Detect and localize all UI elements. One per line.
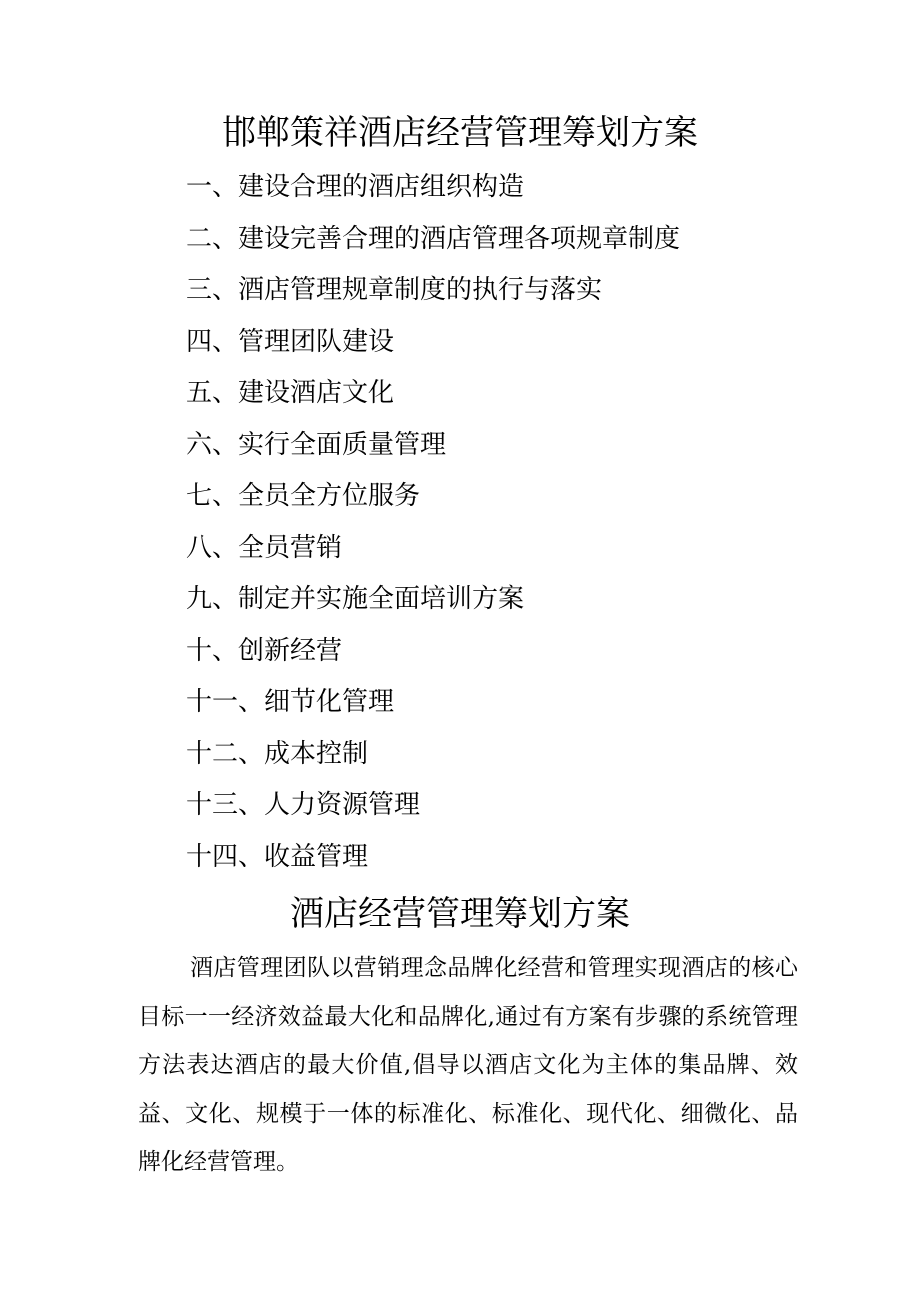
document-title: 邯郸策祥酒店经营管理筹划方案 <box>222 113 698 153</box>
toc-item: 三、酒店管理规章制度的执行与落实 <box>186 275 603 305</box>
toc-item: 七、全员全方位服务 <box>186 481 421 511</box>
toc-item: 二、建设完善合理的酒店管理各项规章制度 <box>186 223 681 254</box>
body-paragraph: 酒店管理团队以营销理念品牌化经营和管理实现酒店的核心目标一一经济效益最大化和品牌化,通过有方案有步骤的系统管理方法表达酒店的最大价值,倡导以酒店文化为主体的集品牌、效益、文化、规模于一体的标准化、标准化、现代化、细微化、品牌化经营管理。 <box>138 955 798 1175</box>
toc-item: 六、实行全面质量管理 <box>186 429 447 460</box>
toc-item: 一、建设合理的酒店组织构造 <box>186 172 525 202</box>
table-of-contents <box>186 165 680 886</box>
toc-item: 十三、人力资源管理 <box>186 790 421 820</box>
toc-item: 九、制定并实施全面培训方案 <box>186 584 525 614</box>
toc-item: 十、创新经营 <box>186 635 343 666</box>
toc-item: 四、管理团队建设 <box>186 326 395 357</box>
section-title: 酒店经营管理筹划方案 <box>290 894 630 934</box>
toc-item: 五、建设酒店文化 <box>186 378 395 408</box>
toc-item: 十四、收益管理 <box>186 841 369 872</box>
toc-item: 十二、成本控制 <box>186 738 369 769</box>
toc-item: 八、全员营销 <box>186 532 343 563</box>
toc-item: 十一、细节化管理 <box>186 687 395 717</box>
